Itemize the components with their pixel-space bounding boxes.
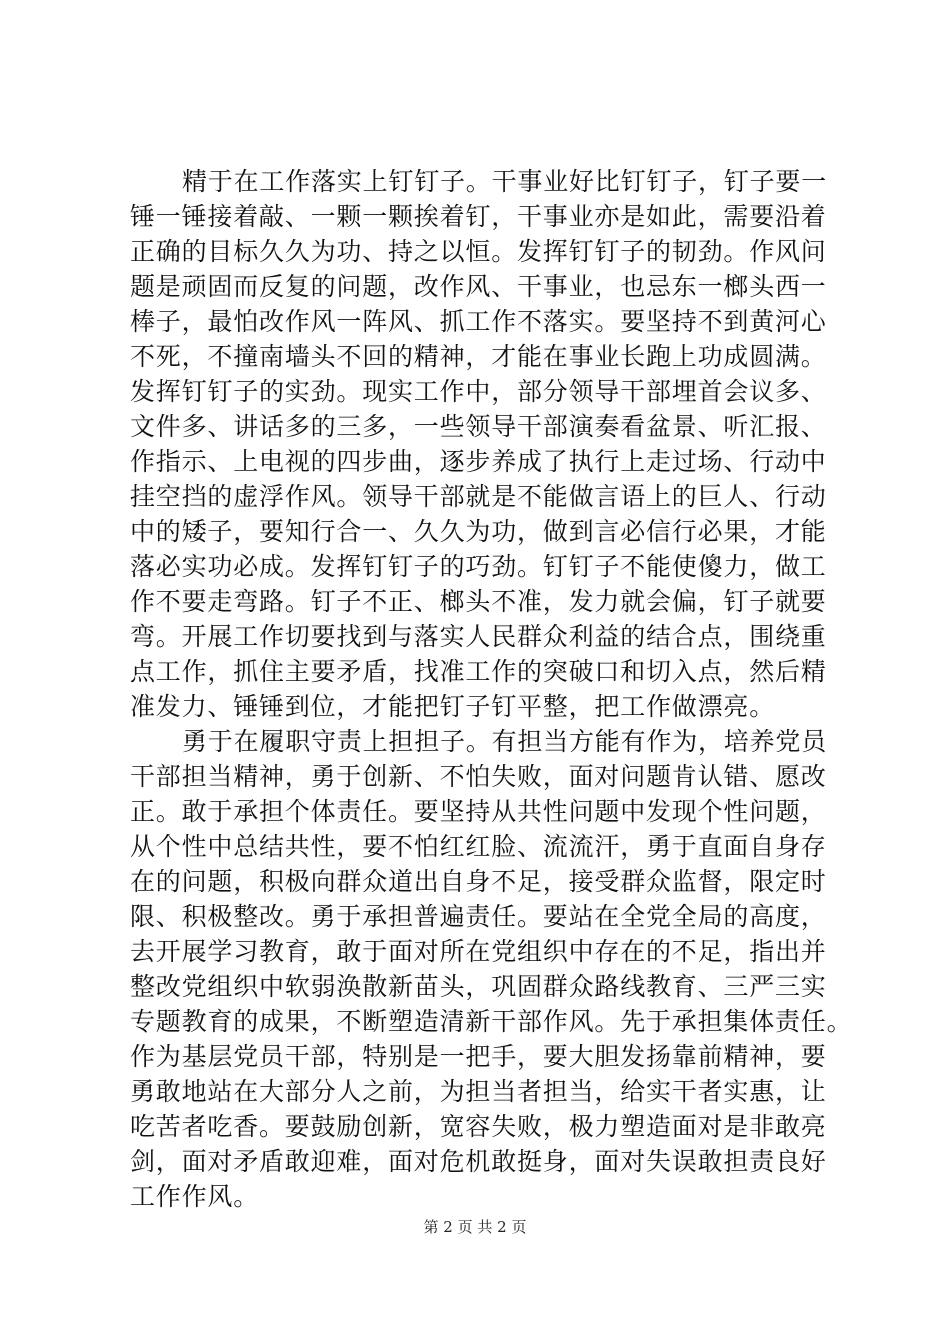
paragraph-line: 正确的目标久久为功、持之以恒。发挥钉钉子的韧劲。作风问 — [130, 237, 827, 266]
paragraph-line: 勇于在履职守责上担担子。有担当方能有作为，培养党员 — [182, 727, 828, 756]
paragraph-line: 剑，面对矛盾敢迎难，面对危机敢挺身，面对失误敢担责良好 — [130, 1147, 827, 1176]
paragraph-line: 干部担当精神，勇于创新、不怕失败，面对问题肯认错、愿改 — [130, 762, 827, 791]
paragraph-line: 吃苦者吃香。要鼓励创新，宽容失败，极力塑造面对是非敢亮 — [130, 1112, 827, 1141]
paragraph-line: 点工作，抓住主要矛盾，找准工作的突破口和切入点，然后精 — [130, 657, 827, 686]
paragraph-line: 文件多、讲话多的三多，一些领导干部演奏看盆景、听汇报、 — [130, 412, 827, 441]
paragraph-line: 题是顽固而反复的问题，改作风、干事业，也忌东一榔头西一 — [130, 272, 827, 301]
paragraph-line: 准发力、锤锤到位，才能把钉子钉平整，把工作做漂亮。 — [130, 692, 776, 721]
paragraph-line: 弯。开展工作切要找到与落实人民群众利益的结合点，围绕重 — [130, 622, 827, 651]
paragraph-line: 精于在工作落实上钉钉子。干事业好比钉钉子，钉子要一 — [182, 167, 828, 196]
paragraph-2 — [130, 724, 853, 1214]
paragraph-line: 锤一锤接着敲、一颗一颗挨着钉，干事业亦是如此，需要沿着 — [130, 202, 827, 231]
document-body — [130, 164, 853, 1214]
paragraph-line: 作为基层党员干部，特别是一把手，要大胆发扬靠前精神，要 — [130, 1042, 827, 1071]
paragraph-line: 发挥钉钉子的实劲。现实工作中，部分领导干部埋首会议多、 — [130, 377, 827, 406]
paragraph-line: 作指示、上电视的四步曲，逐步养成了执行上走过场、行动中 — [130, 447, 827, 476]
page-number-footer: 第 2 页 共 2 页 — [423, 1218, 527, 1236]
paragraph-line: 棒子，最怕改作风一阵风、抓工作不落实。要坚持不到黄河心 — [130, 307, 827, 336]
paragraph-line: 不死，不撞南墙头不回的精神，才能在事业长跑上功成圆满。 — [130, 342, 827, 371]
paragraph-line: 工作作风。 — [130, 1182, 260, 1211]
paragraph-line: 落必实功必成。发挥钉钉子的巧劲。钉钉子不能使傻力，做工 — [130, 552, 827, 581]
paragraph-line: 挂空挡的虚浮作风。领导干部就是不能做言语上的巨人、行动 — [130, 482, 827, 511]
paragraph-line: 去开展学习教育，敢于面对所在党组织中存在的不足，指出并 — [130, 937, 827, 966]
paragraph-line: 限、积极整改。勇于承担普遍责任。要站在全党全局的高度， — [130, 902, 827, 931]
paragraph-1 — [130, 164, 830, 724]
paragraph-line: 在的问题，积极向群众道出自身不足，接受群众监督，限定时 — [130, 867, 827, 896]
paragraph-line: 专题教育的成果，不断塑造清新干部作风。先于承担集体责任。 — [130, 1007, 853, 1036]
paragraph-line: 作不要走弯路。钉子不正、榔头不准，发力就会偏，钉子就要 — [130, 587, 827, 616]
paragraph-line: 勇敢地站在大部分人之前，为担当者担当，给实干者实惠，让 — [130, 1077, 827, 1106]
paragraph-line: 中的矮子，要知行合一、久久为功，做到言必信行必果，才能 — [130, 517, 827, 546]
paragraph-line: 从个性中总结共性，要不怕红红脸、流流汗，勇于直面自身存 — [130, 832, 827, 861]
paragraph-line: 整改党组织中软弱涣散新苗头，巩固群众路线教育、三严三实 — [130, 972, 827, 1001]
paragraph-line: 正。敢于承担个体责任。要坚持从共性问题中发现个性问题， — [130, 797, 827, 826]
